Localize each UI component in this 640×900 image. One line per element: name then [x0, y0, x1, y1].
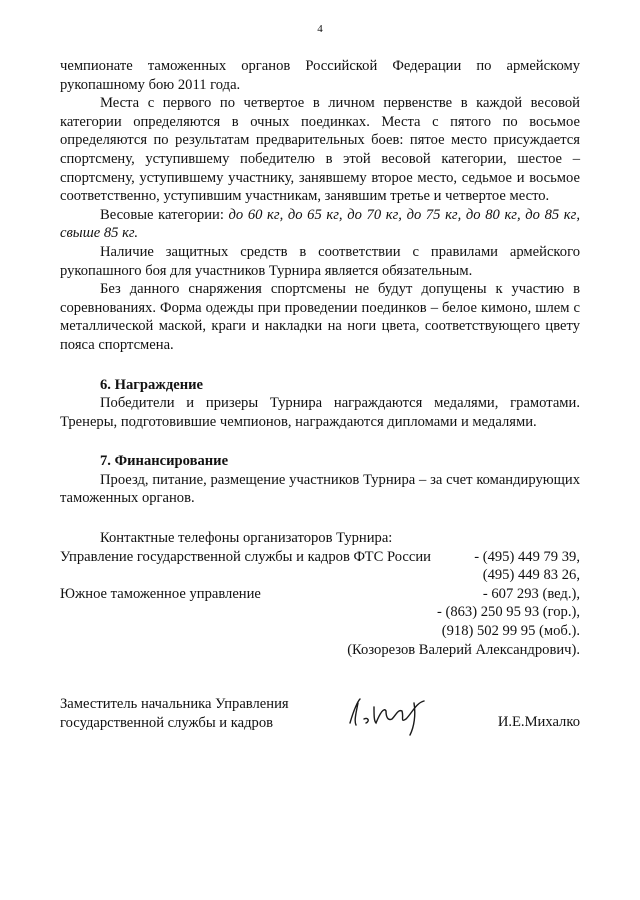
weight-categories-label: Весовые категории: [100, 206, 229, 223]
contact-row-fts [60, 548, 580, 567]
section-6-text: Победители и призеры Турнира награждаются медалями, грамотами. Тренеры, подготовившие чемпионов, награждаются дипломами и медалями. [60, 395, 580, 430]
document-body [60, 57, 580, 659]
section-7-text: Проезд, питание, размещение участников Турнира – за счет командирующих таможенных органов. [60, 471, 580, 507]
contact-phone-south-2: - (863) 250 95 93 (гор.), [436, 604, 580, 621]
contacts-heading: Контактные телефоны организаторов Турнира: [100, 530, 393, 547]
signatory-title: Заместитель начальника Управления государственной службы и кадров [60, 696, 289, 731]
paragraph-equipment: Без данного снаряжения спортсмены не будут допущены к участию в соревнованиях. Форма одежды при проведении поединков – белое кимоно, шлем с металлической маской, краги и накладки на ноги цвета, соответствующего цвету пояса спортсмена. [60, 281, 580, 353]
contact-phone-south-1: - 607 293 (вед.), [482, 585, 580, 602]
contacts-block [60, 529, 580, 659]
paragraph-protection: Наличие защитных средств в соответствии с правилами армейского рукопашного боя для участников Турнира является обязательным. [60, 243, 580, 279]
contact-phone-fts-1: - (495) 449 79 39, [474, 548, 580, 565]
paragraph-continuation: чемпионате таможенных органов Российской Федерации по армейскому рукопашному бою 2011 года. [60, 58, 580, 93]
paragraph-places: Места с первого по четвертое в личном первенстве в каждой весовой категории определяются в очных поединках. Места с пятого по восьмое определяются по результатам предварительных боев: пятое место присуждается спортсмену, уступившему победителю в этой весовой категории, шестое – спортсмену, уступившему участнику, занявшему второе место, седьмое и восьмое соответственно, уступившим участникам, занявшим третье и четвертое место. [60, 95, 580, 205]
contact-person: (Козорезов Валерий Александрович). [347, 641, 580, 658]
contact-phone-fts-2: (495) 449 83 26, [482, 567, 580, 584]
section-7-heading: 7. Финансирование [100, 453, 229, 470]
page-number: 4 [317, 23, 323, 35]
signature-block [60, 695, 580, 755]
signatory-name: И.Е.Михалко [497, 714, 580, 730]
weight-categories-values: до 60 кг, до 65 кг, до 70 кг, до 75 кг, до 80 кг, до 85 кг, свыше 85 кг. [60, 206, 580, 242]
contact-org-south: Южное таможенное управление [60, 585, 261, 602]
handwritten-signature [344, 689, 454, 737]
contact-row-south [60, 585, 580, 604]
contact-phone-south-3: (918) 502 99 95 (моб.). [441, 623, 580, 640]
section-6-heading: 6. Награждение [100, 376, 204, 393]
contact-org-fts: Управление государственной службы и кадров ФТС России [60, 548, 431, 565]
paragraph-weight-categories [60, 206, 580, 243]
